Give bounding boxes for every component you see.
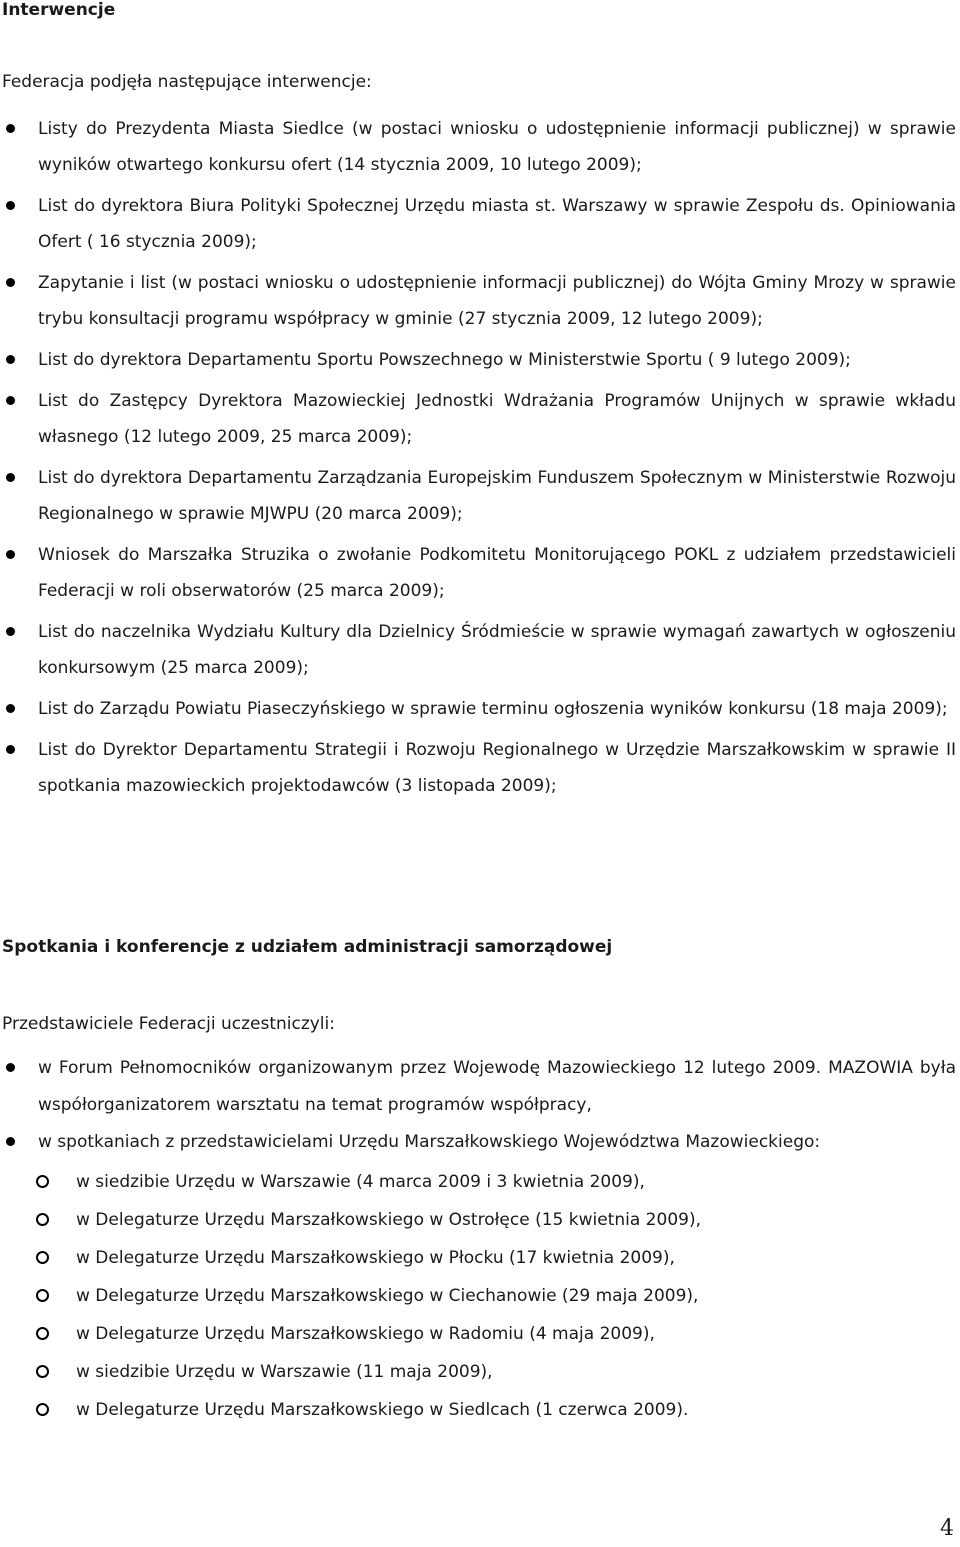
list-item: w Forum Pełnomocników organizowanym przez Wojewodę Mazowieckiego 12 lutego 2009. MAZOWIA była współorganizatorem warsztatu na temat programów współpracy, — [0, 1050, 956, 1124]
list-item: List do Zarządu Powiatu Piaseczyńskiego w sprawie terminu ogłoszenia wyników konkursu (18 maja 2009); — [0, 691, 956, 727]
list-item: List do dyrektora Biura Polityki Społecznej Urzędu miasta st. Warszawy w sprawie Zespołu ds. Opiniowania Ofert ( 16 stycznia 2009); — [0, 188, 956, 260]
list-item: Listy do Prezydenta Miasta Siedlce (w postaci wniosku o udostępnienie informacji publicznej) w sprawie wyników otwartego konkursu ofert (14 stycznia 2009, 10 lutego 2009); — [0, 111, 956, 183]
section-intro-spotkania: Przedstawiciele Federacji uczestniczyli: — [2, 1014, 335, 1034]
section-intro-interwencje: Federacja podjęła następujące interwencje: — [2, 72, 372, 92]
circle-bullet-icon — [36, 1175, 49, 1188]
sublist-item: w Delegaturze Urzędu Marszałkowskiego w Ostrołęce (15 kwietnia 2009), — [0, 1201, 701, 1239]
sublist-item: w siedzibie Urzędu w Warszawie (11 maja 2009), — [0, 1353, 701, 1391]
circle-bullet-icon — [36, 1213, 49, 1226]
bullet-icon — [6, 201, 15, 210]
section-title-spotkania: Spotkania i konferencje z udziałem administracji samorządowej — [2, 937, 613, 957]
section-title-interwencje: Interwencje — [2, 0, 116, 20]
meetings-sublist — [0, 1163, 701, 1429]
bullet-icon — [6, 704, 15, 713]
circle-bullet-icon — [36, 1365, 49, 1378]
circle-bullet-icon — [36, 1327, 49, 1340]
sublist-item: w siedzibie Urzędu w Warszawie (4 marca 2009 i 3 kwietnia 2009), — [0, 1163, 701, 1201]
list-item: List do naczelnika Wydziału Kultury dla Dzielnicy Śródmieście w sprawie wymagań zawartych w ogłoszeniu konkursowym (25 marca 2009); — [0, 614, 956, 686]
meetings-list — [0, 1050, 956, 1161]
list-item: w spotkaniach z przedstawicielami Urzędu Marszałkowskiego Województwa Mazowieckiego: — [0, 1124, 956, 1161]
bullet-icon — [6, 1063, 15, 1072]
bullet-icon — [6, 355, 15, 364]
list-item: List do Zastępcy Dyrektora Mazowieckiej Jednostki Wdrażania Programów Unijnych w sprawie wkładu własnego (12 lutego 2009, 25 marca 2009); — [0, 383, 956, 455]
sublist-item: w Delegaturze Urzędu Marszałkowskiego w Ciechanowie (29 maja 2009), — [0, 1277, 701, 1315]
bullet-icon — [6, 473, 15, 482]
bullet-icon — [6, 124, 15, 133]
bullet-icon — [6, 627, 15, 636]
interventions-list — [0, 111, 956, 809]
bullet-icon — [6, 278, 15, 287]
circle-bullet-icon — [36, 1251, 49, 1264]
list-item: List do Dyrektor Departamentu Strategii i Rozwoju Regionalnego w Urzędzie Marszałkowskim w sprawie II spotkania mazowieckich projektodawców (3 listopada 2009); — [0, 732, 956, 804]
bullet-icon — [6, 550, 15, 559]
list-item: List do dyrektora Departamentu Sportu Powszechnego w Ministerstwie Sportu ( 9 lutego 2009); — [0, 342, 956, 378]
bullet-icon — [6, 1137, 15, 1146]
bullet-icon — [6, 396, 15, 405]
sublist-item: w Delegaturze Urzędu Marszałkowskiego w Siedlcach (1 czerwca 2009). — [0, 1391, 701, 1429]
sublist-item: w Delegaturze Urzędu Marszałkowskiego w Radomiu (4 maja 2009), — [0, 1315, 701, 1353]
circle-bullet-icon — [36, 1289, 49, 1302]
bullet-icon — [6, 745, 15, 754]
list-item: Zapytanie i list (w postaci wniosku o udostępnienie informacji publicznej) do Wójta Gminy Mrozy w sprawie trybu konsultacji programu współpracy w gminie (27 stycznia 2009, 12 lutego 2009); — [0, 265, 956, 337]
sublist-item: w Delegaturze Urzędu Marszałkowskiego w Płocku (17 kwietnia 2009), — [0, 1239, 701, 1277]
circle-bullet-icon — [36, 1403, 49, 1416]
list-item: List do dyrektora Departamentu Zarządzania Europejskim Funduszem Społecznym w Ministerstwie Rozwoju Regionalnego w sprawie MJWPU (20 marca 2009); — [0, 460, 956, 532]
list-item: Wniosek do Marszałka Struzika o zwołanie Podkomitetu Monitorującego POKL z udziałem przedstawicieli Federacji w roli obserwatorów (25 marca 2009); — [0, 537, 956, 609]
page-number: 4 — [940, 1516, 954, 1541]
